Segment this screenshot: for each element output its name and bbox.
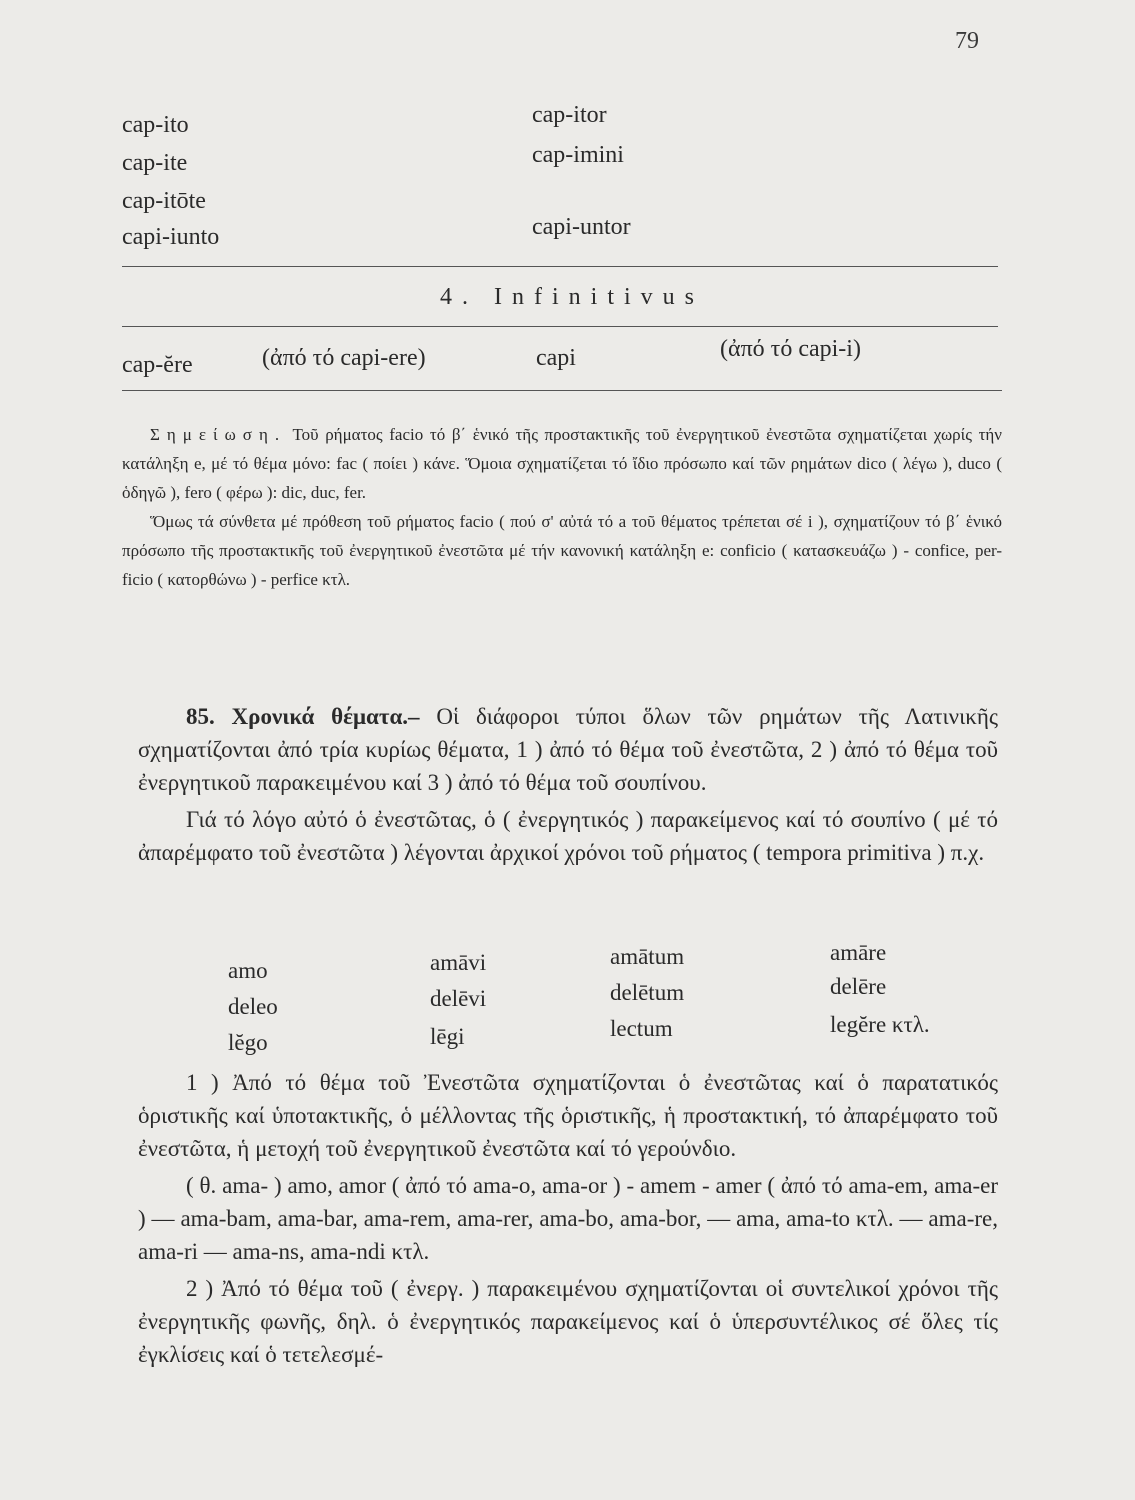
infinitive-passive: capi — [536, 345, 576, 371]
table-rule — [122, 390, 1002, 391]
principal-part: lĕgo — [228, 1030, 268, 1055]
principal-part: lēgi — [430, 1024, 465, 1049]
note-text: Τοῦ ρήματος facio τό β΄ ἑνικό τῆς προστακτικῆς τοῦ ἐνεργητικοῦ ἐνεστῶτα σχηματίζεται χωρίς τήν κατάληξη e, μέ τό θέμα μόνο: fac ( ποίει ) κάνε. Ὅμοια σχηματίζεται τό ἴδιο πρόσωπο καί τῶν ρημάτων dico ( λέγω ), duco ( ὁδηγῶ ), fero ( φέρω ): dic, duc, fer. — [122, 425, 1002, 502]
infinitivus-heading: 4. Infinitivus — [440, 284, 704, 310]
note-paragraph: Ὅμως τά σύνθετα μέ πρόθεση τοῦ ρήματος facio ( πού σ' αὐτά τό a τοῦ θέματος τρέπεται σέ i ), σχηματίζουν τό β΄ ἑνικό πρόσωπο τῆς προστακτικῆς τοῦ ἐνεργητικοῦ ἐνεστῶτα μέ τήν κανονική κατάληξη e: conficio ( κατασκευάζω ) - confice, per-ficio ( κατορθώνω ) - perfice κτλ. — [122, 512, 1002, 589]
table-rule — [122, 326, 998, 327]
table-rule — [122, 266, 998, 267]
perfect-stem-paragraph: 2 ) Ἀπό τό θέμα τοῦ ( ἐνεργ. ) παρακειμένου σχηματίζονται οἱ συντελικοί χρόνοι τῆς ἐνεργητικῆς φωνῆς, δηλ. ὁ ἐνεργητικός παρακείμενος καί ὁ ὑπερσυντέλικος σέ ὅλες τίς ἐγκλίσεις καί ὁ τετελεσμέ- — [138, 1276, 998, 1367]
section-85-paragraph — [138, 700, 998, 799]
section-85-paragraph: Γιά τό λόγο αὐτό ὁ ἐνεστῶτας, ὁ ( ἐνεργητικός ) παρακείμενος καί τό σουπίνο ( μέ τό ἀπαρέμφατο τοῦ ἐνεστῶτα ) λέγονται ἀρχικοί χρόνοι τοῦ ρήματος ( tempora primitiva ) π.χ. — [138, 807, 998, 865]
principal-part: amāre — [830, 940, 887, 965]
infinitive-active-derivation: (ἀπό τό capi-ere) — [262, 345, 426, 371]
note-paragraph — [122, 420, 1002, 507]
note-label: Σημείωση. — [150, 425, 287, 444]
infinitive-passive-derivation: (ἀπό τό capi-i) — [720, 336, 861, 362]
principal-part: deleo — [228, 994, 278, 1019]
principal-part: delēre — [830, 974, 887, 999]
principal-part: amātum — [610, 944, 685, 969]
imperative-passive-form: capi-untor — [532, 214, 631, 240]
imperative-passive-form: cap-imini — [532, 142, 624, 168]
principal-part: amāvi — [430, 950, 487, 975]
principal-part: delēvi — [430, 986, 487, 1011]
principal-part: amo — [228, 958, 268, 983]
note-block — [122, 420, 1002, 594]
imperative-active-form: cap-ito — [122, 112, 189, 138]
section-85-text: Οἱ διάφοροι τύποι ὅλων τῶν ρημάτων τῆς Λατινικῆς σχηματίζονται ἀπό τρία κυρίως θέματα, 1 ) ἀπό τό θέμα τοῦ ἐνεστῶτα, 2 ) ἀπό τό θέμα τοῦ ἐνεργητικοῦ παρακειμένου καί 3 ) ἀπό τό θέμα τοῦ σουπίνου. — [138, 704, 998, 795]
imperative-passive-form: cap-itor — [532, 102, 607, 128]
imperative-active-form: cap-ite — [122, 150, 188, 176]
principal-part: legĕre κτλ. — [830, 1012, 930, 1037]
principal-part: delētum — [610, 980, 685, 1005]
infinitive-active: cap-ĕre — [122, 352, 193, 378]
imperative-active-form: capi-iunto — [122, 224, 220, 250]
present-stem-paragraph: 1 ) Ἀπό τό θέμα τοῦ Ἐνεστῶτα σχηματίζονται ὁ ἐνεστῶτας καί ὁ παρατατικός ὁριστικῆς καί ὑποτακτικῆς, ὁ μέλλοντας τῆς ὁριστικῆς, ἡ προστακτική, τό ἀπαρέμφατο τοῦ ἐνεστῶτα, ἡ μετοχή τοῦ ἐνεργητικοῦ ἐνεστῶτα καί τό γερούνδιο. — [138, 1070, 998, 1161]
page-number: 79 — [955, 28, 979, 54]
present-stem-examples: ( θ. ama- ) amo, amor ( ἀπό τό ama-o, ama-or ) - amem - amer ( ἀπό τό ama-em, ama-er ) — ama-bam, ama-bar, ama-rem, ama-rer, ama-bo, ama-bor, — ama, ama-to κτλ. — ama-re, ama-ri — ama-ns, ama-ndi κτλ. — [138, 1173, 998, 1264]
imperative-active-form: cap-itōte — [122, 188, 206, 214]
section-85-body — [138, 1066, 998, 1371]
section-85-intro — [138, 700, 998, 869]
section-85-title: 85. Χρονικά θέματα.– — [186, 704, 420, 729]
principal-part: lectum — [610, 1016, 673, 1041]
